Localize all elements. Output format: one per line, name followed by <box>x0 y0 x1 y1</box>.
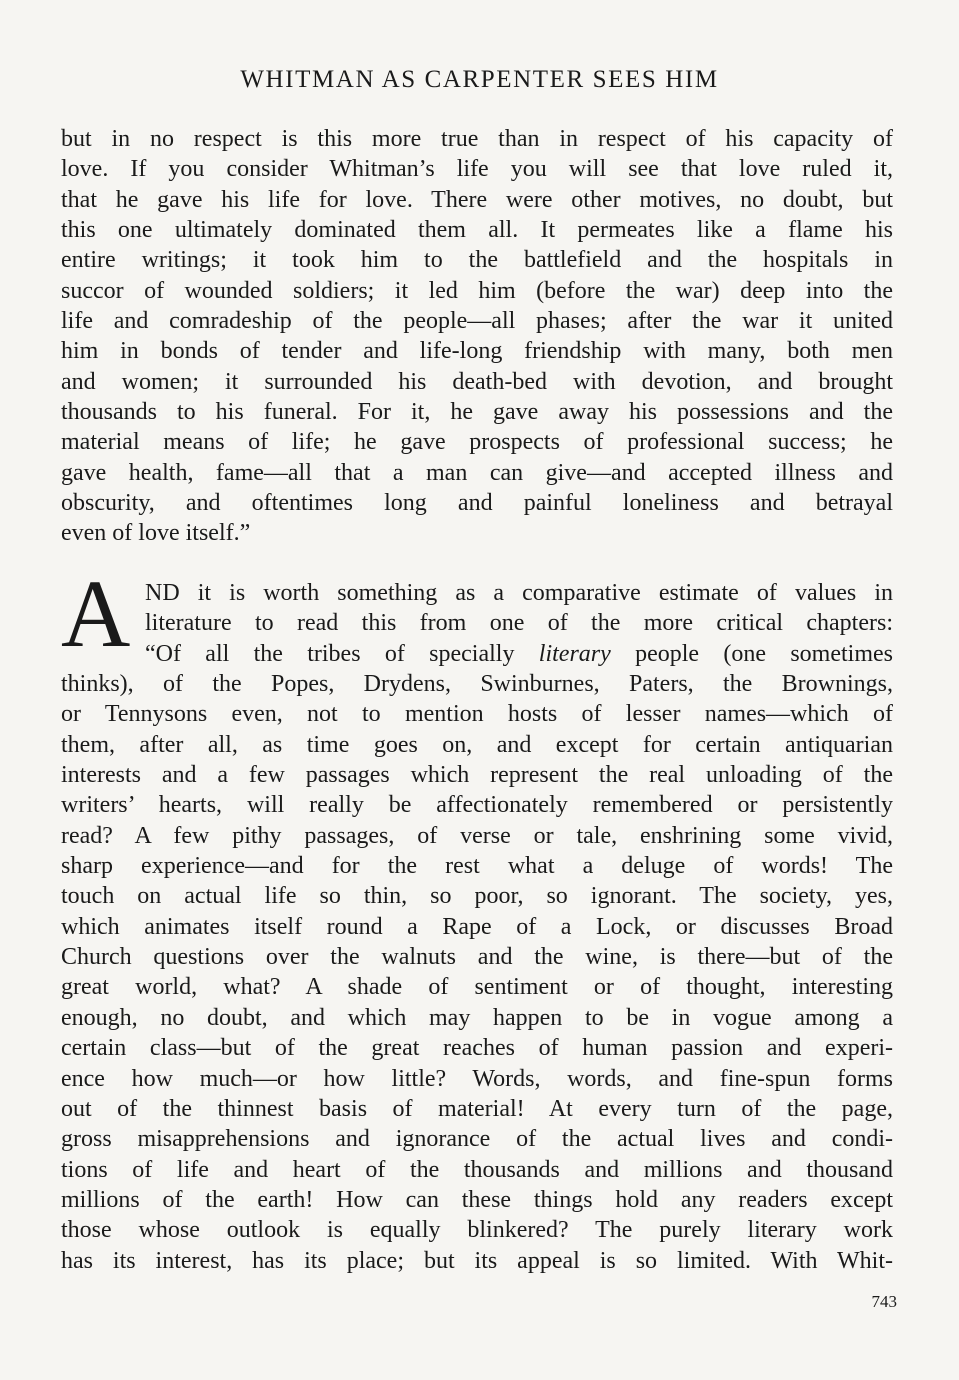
text-line: entire writings; it took him to the battlefield and the hospitals in <box>61 247 893 274</box>
text-line: great world, what? A shade of sentiment or of thought, interesting <box>61 974 893 1001</box>
text-line: certain class—but of the great reaches of human passion and experi- <box>61 1035 893 1062</box>
paragraph-1 <box>61 124 893 549</box>
text-line: sharp experience—and for the rest what a deluge of words! The <box>61 853 893 880</box>
text-line: those whose outlook is equally blinkered? The purely literary work <box>61 1217 893 1244</box>
text-line: life and comradeship of the people—all phases; after the war it united <box>61 308 893 335</box>
text-line: that he gave his life for love. There were other motives, no doubt, but <box>61 186 893 213</box>
text-line: read? A few pithy passages, of verse or tale, enshrining some vivid, <box>61 822 893 849</box>
text-line: and women; it surrounded his death-bed with devotion, and brought <box>61 368 893 395</box>
italic-word: literary <box>538 640 611 667</box>
text-line: him in bonds of tender and life-long friendship with many, both men <box>61 338 893 365</box>
text-line: even of love itself.” <box>61 520 251 547</box>
text-line: enough, no doubt, and which may happen to be in vogue among a <box>61 1004 893 1031</box>
text-line: interests and a few passages which represent the real unloading of the <box>61 762 893 789</box>
text-line: which animates itself round a Rape of a Lock, or discusses Broad <box>61 913 893 940</box>
text-line: tions of life and heart of the thousands and millions and thousand <box>61 1156 893 1183</box>
text-line: or Tennysons even, not to mention hosts of lesser names—which of <box>61 701 893 728</box>
text-line-fragment: “Of all the tribes of specially literary people (one sometimes <box>145 640 893 667</box>
text-line: literature to read this from one of the more critical chapters: <box>145 610 893 637</box>
text-line: this one ultimately dominated them all. It permeates like a flame his <box>61 217 893 244</box>
text-line: material means of life; he gave prospects of professional success; he <box>61 429 893 456</box>
text-line: has its interest, has its place; but its appeal is so limited. With Whit- <box>61 1247 893 1274</box>
text-line: writers’ hearts, will really be affectionately remembered or persistently <box>61 792 893 819</box>
text-line: succor of wounded soldiers; it led him (before the war) deep into the <box>61 277 893 304</box>
text-line: out of the thinnest basis of material! At every turn of the page, <box>61 1095 893 1122</box>
text-line-with-italic <box>61 639 893 669</box>
paragraph-2 <box>61 578 893 1276</box>
text-line: thinks), of the Popes, Drydens, Swinburnes, Paters, the Brownings, <box>61 671 893 698</box>
text-line: Church questions over the walnuts and the wine, is there—but of the <box>61 944 893 971</box>
text-line: ence how much—or how little? Words, words, and fine-spun forms <box>61 1065 893 1092</box>
text-line: touch on actual life so thin, so poor, so ignorant. The society, yes, <box>61 883 893 910</box>
text-line: thousands to his funeral. For it, he gave away his possessions and the <box>61 399 893 426</box>
running-head: WHITMAN AS CARPENTER SEES HIM <box>240 66 719 93</box>
text-line: obscurity, and oftentimes long and painful loneliness and betrayal <box>61 490 893 517</box>
text-line: them, after all, as time goes on, and except for certain antiquarian <box>61 731 893 758</box>
text-line: but in no respect is this more true than in respect of his capacity of <box>61 126 893 152</box>
text-line: gave health, fame—all that a man can give—and accepted illness and <box>61 459 893 486</box>
page-number: 743 <box>871 1292 897 1311</box>
drop-cap: A <box>61 560 131 667</box>
text-line: love. If you consider Whitman’s life you will see that love ruled it, <box>61 156 893 183</box>
text-line: ND it is worth something as a comparative estimate of values in <box>145 580 893 606</box>
text-line: gross misapprehensions and ignorance of the actual lives and condi- <box>61 1126 893 1153</box>
text-line: millions of the earth! How can these things hold any readers except <box>61 1186 893 1213</box>
